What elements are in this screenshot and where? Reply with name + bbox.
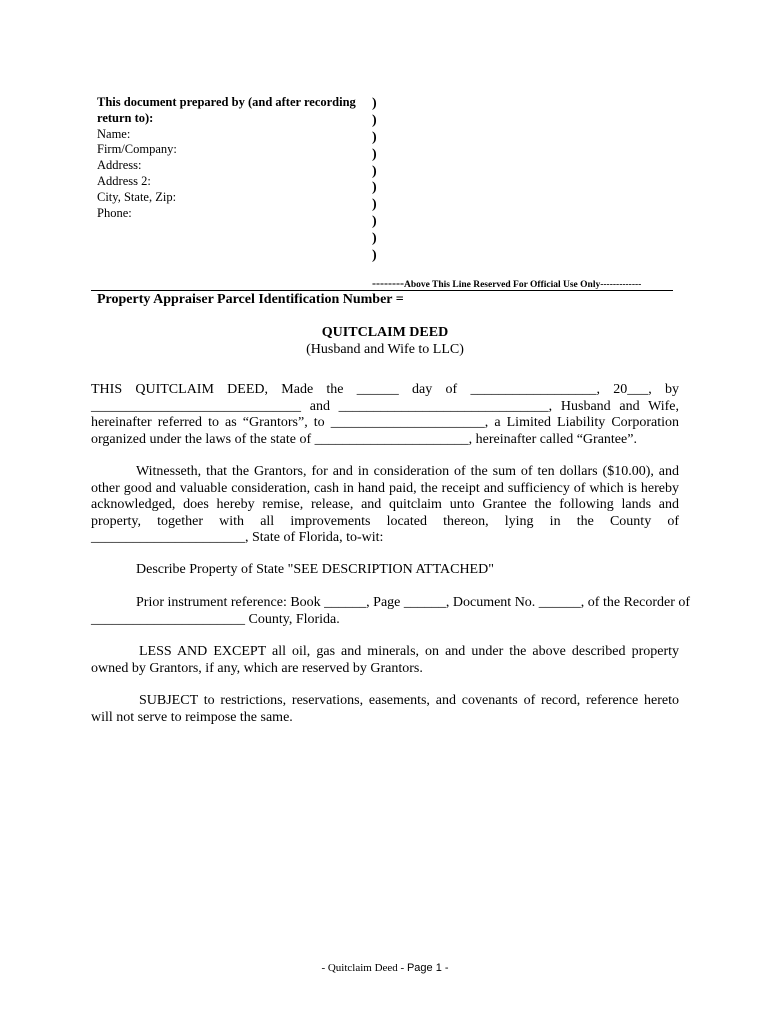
paren: ) [372,214,377,230]
prepared-by-header-line1: This document prepared by (and after recording [97,95,356,109]
parties-line: organized under the laws of the state of ______________________, hereinafter called “Grantee”. [91,431,637,447]
footer-page-number: Page 1 - [406,962,449,974]
witnesseth-paragraph: Witnesseth, that the Grantors, for and in consideration of the sum of ten dollars ($10.00), and other good and valuable consideration, cash in hand paid, the receipt and sufficiency of which is hereby acknowledged, does hereby remise, release, and quitclaim unto Grantee the following lands and property, together with all improvements located thereon, lying in the County of ______________________, State of Florida, to-wit: [91,464,679,546]
parties-line: THIS QUITCLAIM DEED, Made the ______ day of __________________, 20___, by [91,382,679,397]
prepared-by-header-line2: return to): [97,110,154,125]
address-label: Address: [97,158,142,173]
paren: ) [372,129,377,145]
official-use-text: Above This Line Reserved For Official Use Only------------- [403,280,642,290]
phone-label: Phone: [97,205,132,220]
paren: ) [372,248,377,264]
city-state-zip-label: City, State, Zip: [97,189,177,204]
less-and-except-paragraph: LESS AND EXCEPT all oil, gas and minerals, on and under the above described property owned by Grantors, if any, which are reserved by Grantors. [91,644,679,676]
paren: ) [372,180,377,196]
official-use-divider [91,290,673,291]
parcel-id-label: Property Appraiser Parcel Identification Number = [97,292,404,307]
official-use-dashes: -------- [372,276,404,290]
deed-subtitle: (Husband and Wife to LLC) [306,342,464,357]
paren: ) [372,197,377,213]
prepared-by-block [97,95,367,221]
parties-paragraph [91,382,679,448]
firm-label: Firm/Company: [97,142,177,157]
page-footer [0,962,770,974]
parenthesis-column [372,96,377,265]
footer-label: - Quitclaim Deed - [321,962,407,974]
paren: ) [372,163,377,179]
paren: ) [372,231,377,247]
address2-label: Address 2: [97,173,151,188]
parties-line: ______________________________ and ______________________________, Husband and Wife, [91,398,679,414]
prior-instrument-line: Prior instrument reference: Book ______, Page ______, Document No. ______, of the Recorder of [136,595,691,610]
parties-line: hereinafter referred to as “Grantors”, to ______________________, a Limited Liability Corporation [91,415,679,431]
deed-title: QUITCLAIM DEED [321,325,449,340]
official-use-notice [372,276,641,291]
prior-instrument-paragraph [91,595,691,628]
subject-to-paragraph: SUBJECT to restrictions, reservations, easements, and covenants of record, reference hereto will not serve to reimpose the same. [91,693,679,725]
paren: ) [372,96,377,111]
prior-instrument-line: ______________________ County, Florida. [91,611,340,627]
name-label: Name: [97,126,131,141]
property-description-paragraph: Describe Property of State "SEE DESCRIPTION ATTACHED" [136,562,494,577]
paren: ) [372,112,377,128]
paren: ) [372,146,377,162]
